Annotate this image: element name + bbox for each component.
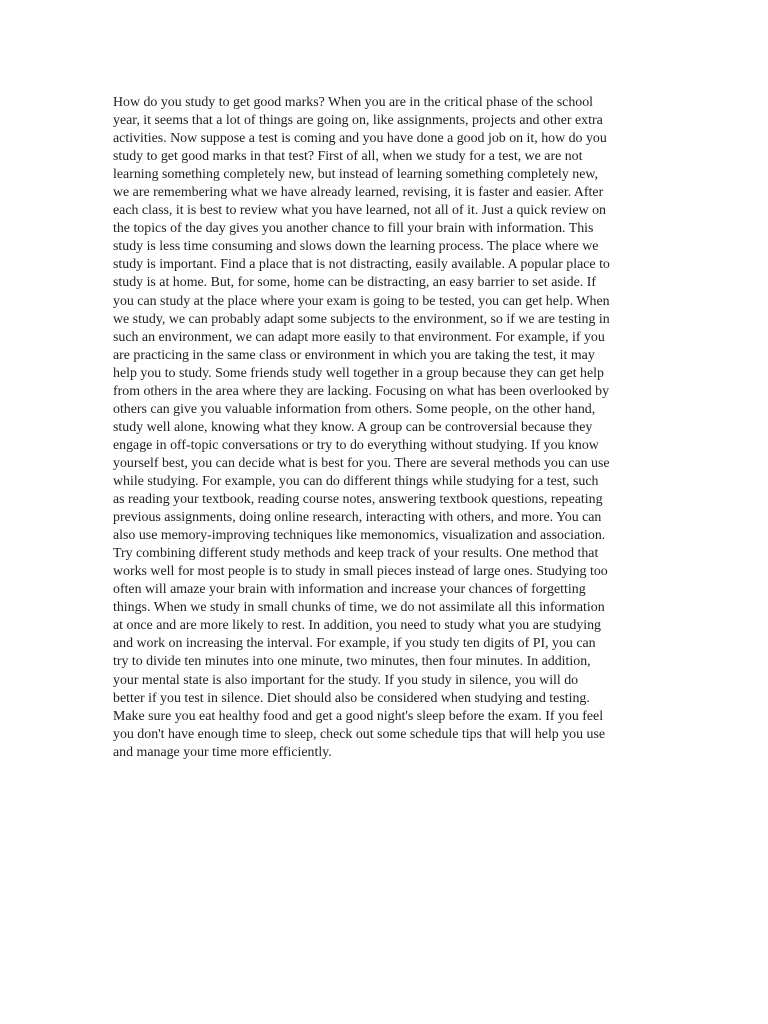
text-line: study to get good marks in that test? First of all, when we study for a test, we are not (113, 149, 583, 165)
text-line: each class, it is best to review what you have learned, not all of it. Just a quick review on (113, 203, 606, 219)
text-line: you don't have enough time to sleep, check out some schedule tips that will help you use (113, 726, 606, 742)
text-line: as reading your textbook, reading course notes, answering textbook questions, repeating (113, 492, 603, 508)
text-line: previous assignments, doing online research, interacting with others, and more. You can (113, 510, 602, 526)
text-line: also use memory-improving techniques like memonomics, visualization and association. (113, 528, 606, 544)
text-line: better if you test in silence. Diet should also be considered when studying and testing. (113, 690, 590, 706)
text-line: How do you study to get good marks? When you are in the critical phase of the school (113, 95, 594, 110)
text-line: and work on increasing the interval. For example, if you study ten digits of PI, you can (113, 636, 596, 652)
text-line: from others in the area where they are lacking. Focusing on what has been overlooked by (113, 383, 610, 399)
text-line: and manage your time more efficiently. (113, 744, 332, 760)
text-line: while studying. For example, you can do different things while studying for a test, such (113, 473, 599, 489)
text-line: often will amaze your brain with information and increase your chances of forgetting (113, 582, 586, 598)
text-line: learning something completely new, but instead of learning something completely new, (113, 167, 599, 183)
text-line: Make sure you eat healthy food and get a good night's sleep before the exam. If you feel (113, 708, 604, 724)
text-line: Try combining different study methods and keep track of your results. One method that (113, 546, 599, 562)
text-line: works well for most people is to study in small pieces instead of large ones. Studying too (113, 564, 608, 580)
text-line: you can study at the place where your exam is going to be tested, you can get help. When (113, 293, 610, 309)
text-line: study well alone, knowing what they know. A group can be controversial because they (113, 419, 593, 435)
text-line: help you to study. Some friends study well together in a group because they can get help (113, 365, 604, 381)
text-line: we study, we can probably adapt some subjects to the environment, so if we are testing in (113, 311, 610, 327)
text-line: such an environment, we can adapt more easily to that environment. For example, if you (113, 329, 605, 345)
body-paragraph (113, 94, 661, 762)
text-line: the topics of the day gives you another chance to fill your brain with information. This (113, 221, 594, 237)
text-line: engage in off-topic conversations or try to do everything without studying. If you know (113, 437, 599, 453)
text-line: activities. Now suppose a test is coming and you have done a good job on it, how do you (113, 131, 607, 147)
text-line: study is at home. But, for some, home can be distracting, an easy barrier to set aside. If (113, 275, 596, 291)
text-line: are practicing in the same class or environment in which you are taking the test, it may (113, 347, 595, 363)
text-line: others can give you valuable information from others. Some people, on the other hand, (113, 401, 596, 417)
text-line: yourself best, you can decide what is best for you. There are several methods you can use (113, 455, 610, 471)
text-line: try to divide ten minutes into one minute, two minutes, then four minutes. In addition, (113, 654, 591, 670)
text-line: study is less time consuming and slows down the learning process. The place where we (113, 239, 599, 255)
text-line: your mental state is also important for the study. If you study in silence, you will do (113, 672, 579, 688)
text-line: we are remembering what we have already learned, revising, it is faster and easier. After (113, 185, 604, 201)
text-line: at once and are more likely to rest. In addition, you need to study what you are studying (113, 618, 601, 634)
text-line: year, it seems that a lot of things are going on, like assignments, projects and other extra (113, 113, 603, 129)
text-line: study is important. Find a place that is not distracting, easily available. A popular place to (113, 257, 610, 273)
text-line: things. When we study in small chunks of time, we do not assimilate all this information (113, 600, 605, 616)
